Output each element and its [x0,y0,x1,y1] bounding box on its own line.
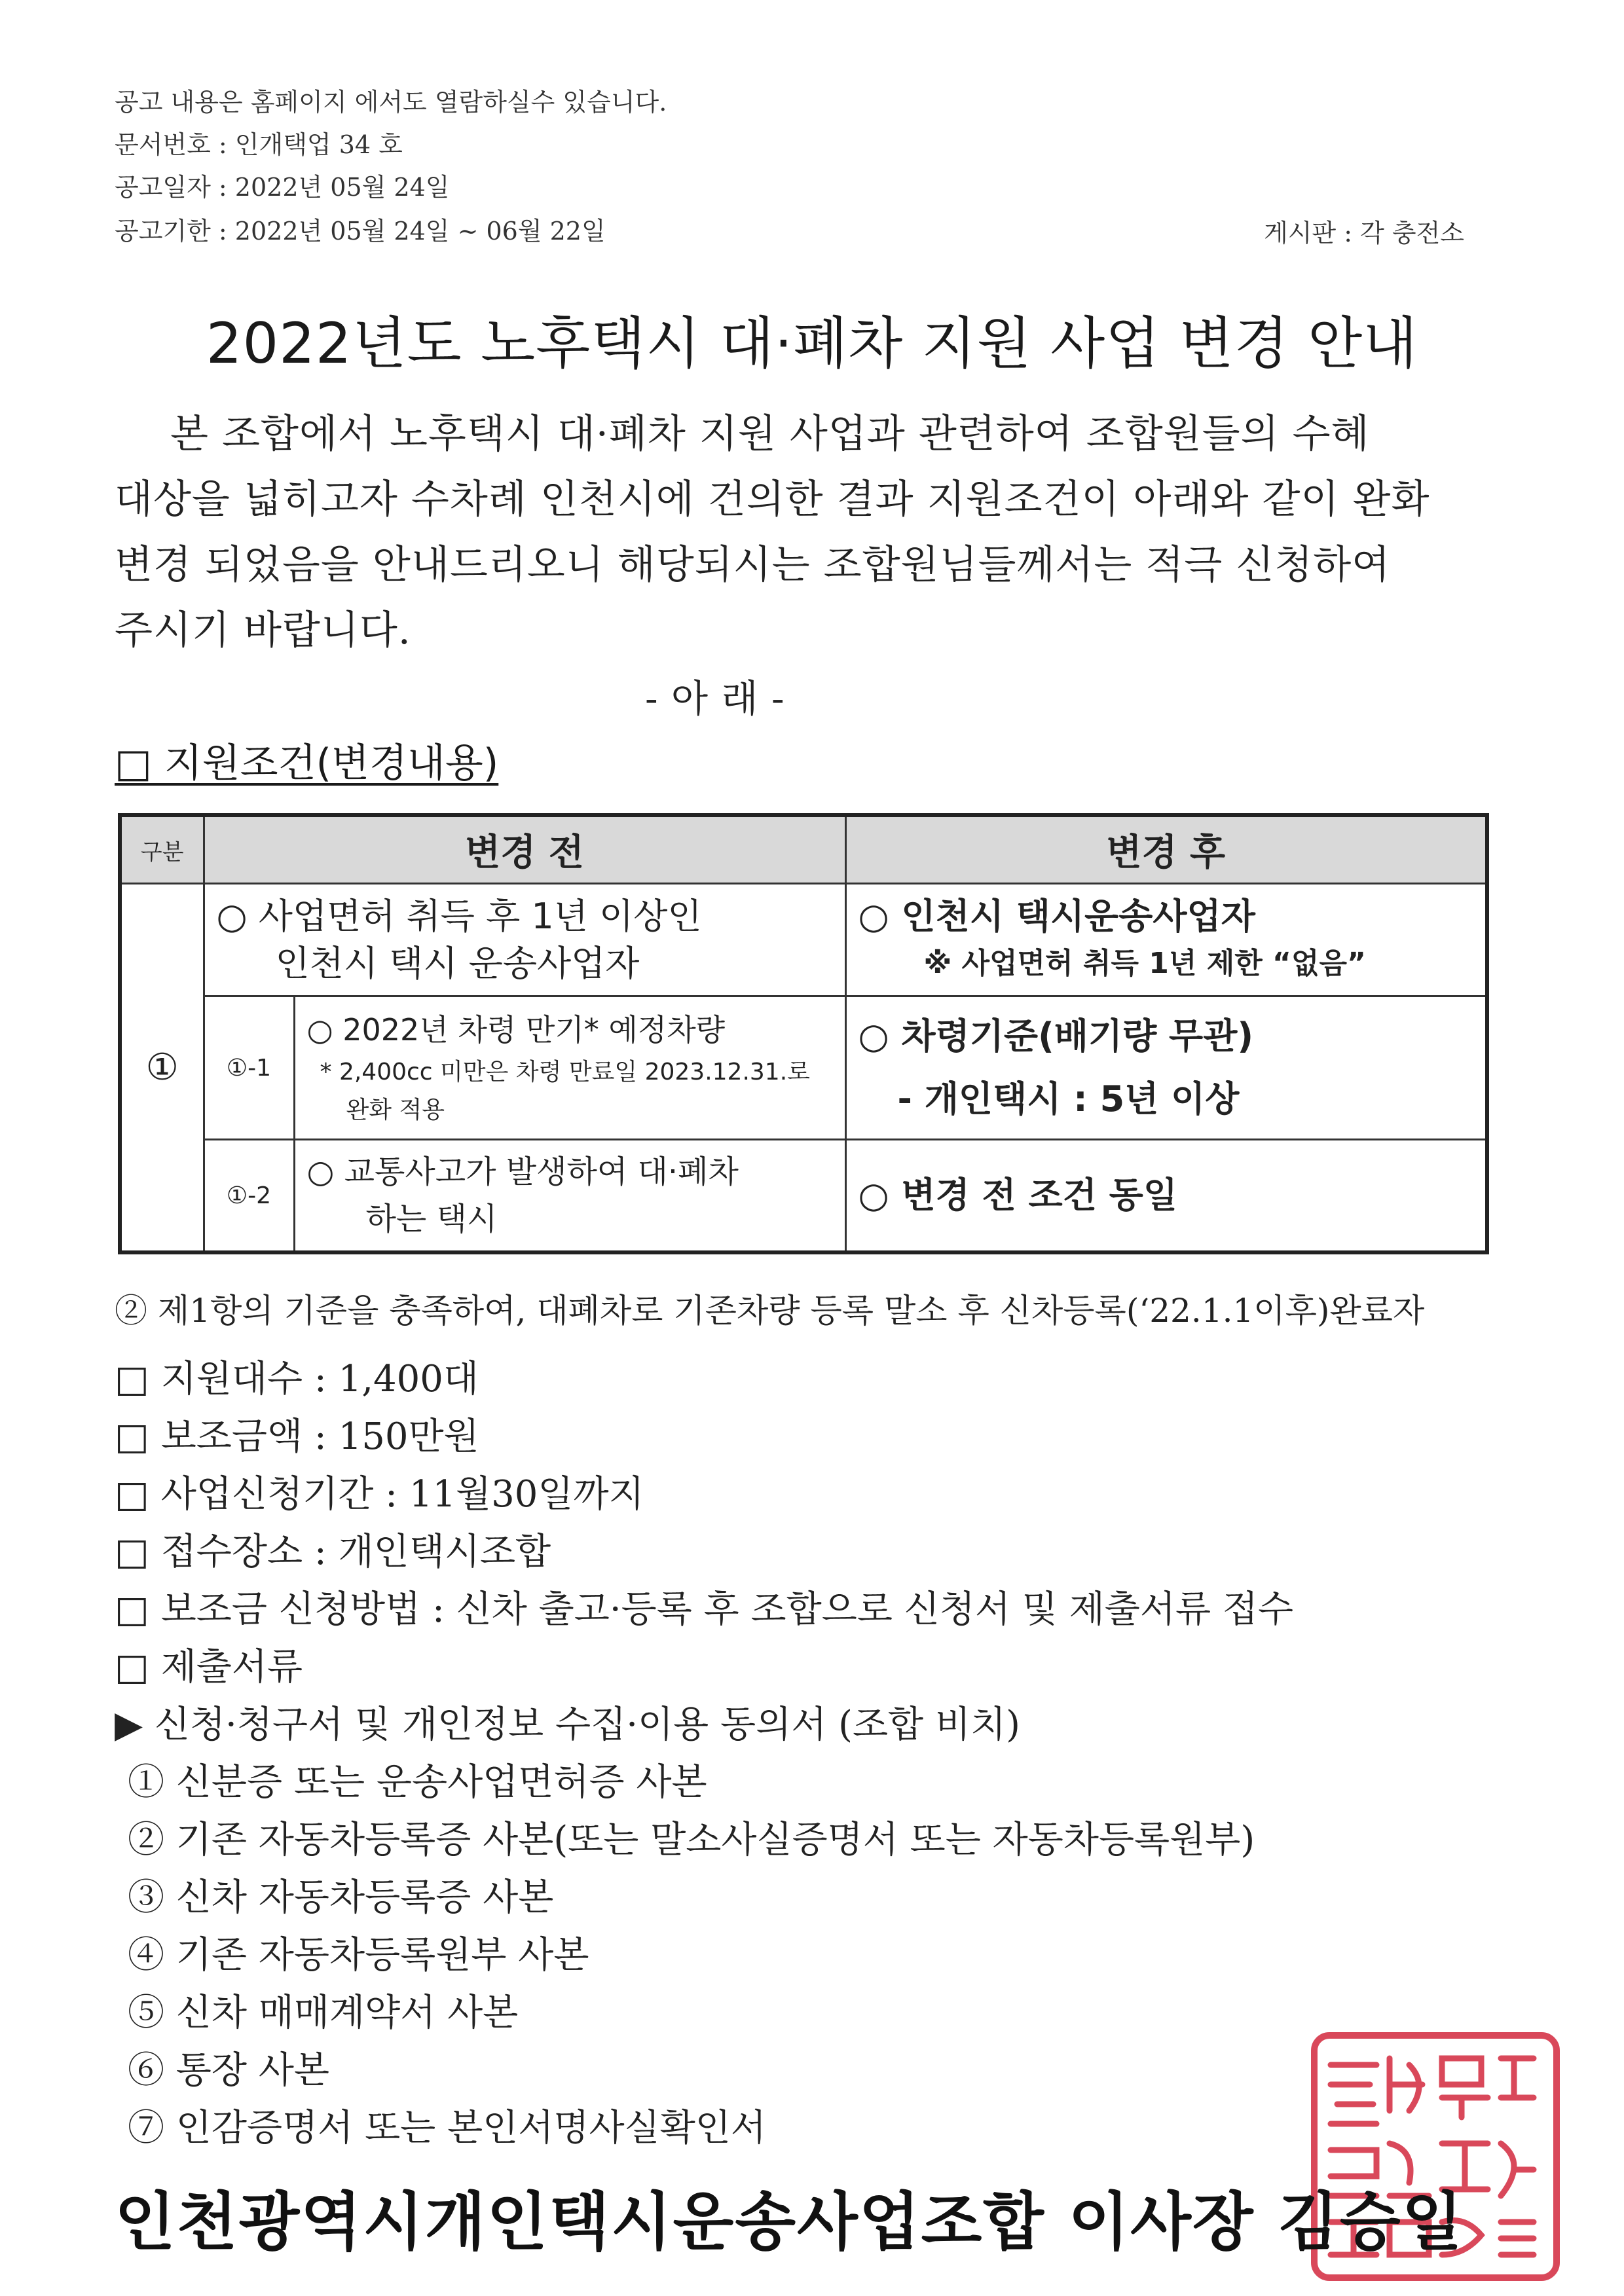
docs-header: ▶ 신청·청구서 및 개인정보 수집·이용 동의서 (조합 비치) [115,1704,1020,1746]
row2-after-line2: - 개인택시 : 5년 이상 [897,1078,1240,1120]
condition-2: ② 제1항의 기준을 충족하여, 대폐차로 기존차량 등록 말소 후 신차등록(‘22.1.1이후)완료자 [115,1292,1425,1330]
below-label: - 아 래 - [645,676,785,721]
item-reception-place: □ 접수장소 : 개인택시조합 [115,1531,551,1573]
row2-after-line1: ○ 차령기준(배기량 무관) [858,1015,1254,1057]
board-label: 게시판 : 각 충전소 [1264,219,1464,247]
item-subsidy-amount: □ 보조금액 : 150만원 [115,1415,479,1458]
row2-before-line1: ○ 2022년 차령 만기* 예정차량 [306,1012,726,1048]
row2-before-line2: * 2,400cc 미만은 차령 만료일 2023.12.31.로 [320,1059,810,1085]
item-documents: □ 제출서류 [115,1646,303,1688]
intro-line-3: 변경 되었음을 안내드리오니 해당되시는 조합원님들께서는 적극 신청하여 [115,542,1391,588]
row1-before-line1: ○ 사업면허 취득 후 1년 이상인 [216,895,702,937]
notice-period: 공고기한 : 2022년 05월 24일 ~ 06월 22일 [115,217,606,246]
doc-item-1: ① 신분증 또는 운송사업면허증 사본 [128,1761,707,1804]
notice-date: 공고일자 : 2022년 05월 24일 [115,173,450,202]
row1-before-line2: 인천시 택시 운송사업자 [275,942,640,984]
group-number: ① [120,884,204,1253]
doc-item-5: ⑤ 신차 매매계약서 사본 [128,1992,519,2034]
notice-line: 공고 내용은 홈페이지 에서도 열람하실수 있습니다. [115,88,667,117]
row3-after [845,1140,1487,1253]
item-application-method: □ 보조금 신청방법 : 신차 출고·등록 후 조합으로 신청서 및 제출서류 접수 [115,1588,1294,1631]
row1-after-line1: ○ 인천시 택시운송사업자 [858,895,1255,937]
doc-item-3: ③ 신차 자동차등록증 사본 [128,1876,554,1919]
row2-sub: ①-1 [204,996,294,1140]
row3-sub: ①-2 [204,1140,294,1253]
row1-before [204,884,845,996]
doc-number: 문서번호 : 인개택업 34 호 [115,130,403,159]
row2-before-line3: 완화 적용 [346,1097,445,1123]
doc-item-7: ⑦ 인감증명서 또는 본인서명사실확인서 [128,2107,766,2149]
row3-before-line2: 하는 택시 [365,1201,498,1237]
section-title-text: □ 지원조건(변경내용) [115,740,499,786]
item-support-count: □ 지원대수 : 1,400대 [115,1358,479,1400]
doc-item-6: ⑥ 통장 사본 [128,2049,329,2092]
row3-before-line1: ○ 교통사고가 발생하여 대·폐차 [306,1154,739,1190]
row3-before [294,1140,845,1253]
section-title [115,732,498,788]
row1-after [845,884,1487,996]
intro-line-1: 본 조합에서 노후택시 대·폐차 지원 사업과 관련하여 조합원들의 수혜 [170,411,1370,457]
doc-item-4: ④ 기존 자동차등록원부 사본 [128,1934,589,1977]
header-gubun: 구분 [120,815,204,884]
intro-line-4: 주시기 바랍니다. [115,608,411,653]
row2-before [294,996,845,1140]
row3-after-line1: ○ 변경 전 조건 동일 [858,1175,1177,1216]
header-after: 변경 후 [845,815,1487,884]
row1-after-line2: ※ 사업면허 취득 1년 제한 “없음” [923,946,1366,980]
conditions-table [118,813,1489,1254]
row2-after [845,996,1487,1140]
page-title: 2022년도 노후택시 대·폐차 지원 사업 변경 안내 [206,311,1418,376]
issuer-signature: 인천광역시개인택시운송사업조합 이사장 김승일 [115,2185,1464,2259]
doc-item-2: ② 기존 자동차등록증 사본(또는 말소사실증명서 또는 자동차등록원부) [128,1819,1255,1861]
item-application-period: □ 사업신청기간 : 11월30일까지 [115,1473,644,1516]
intro-line-2: 대상을 넓히고자 수차례 인천시에 건의한 결과 지원조건이 아래와 같이 완화 [115,477,1430,522]
header-before: 변경 전 [204,815,845,884]
